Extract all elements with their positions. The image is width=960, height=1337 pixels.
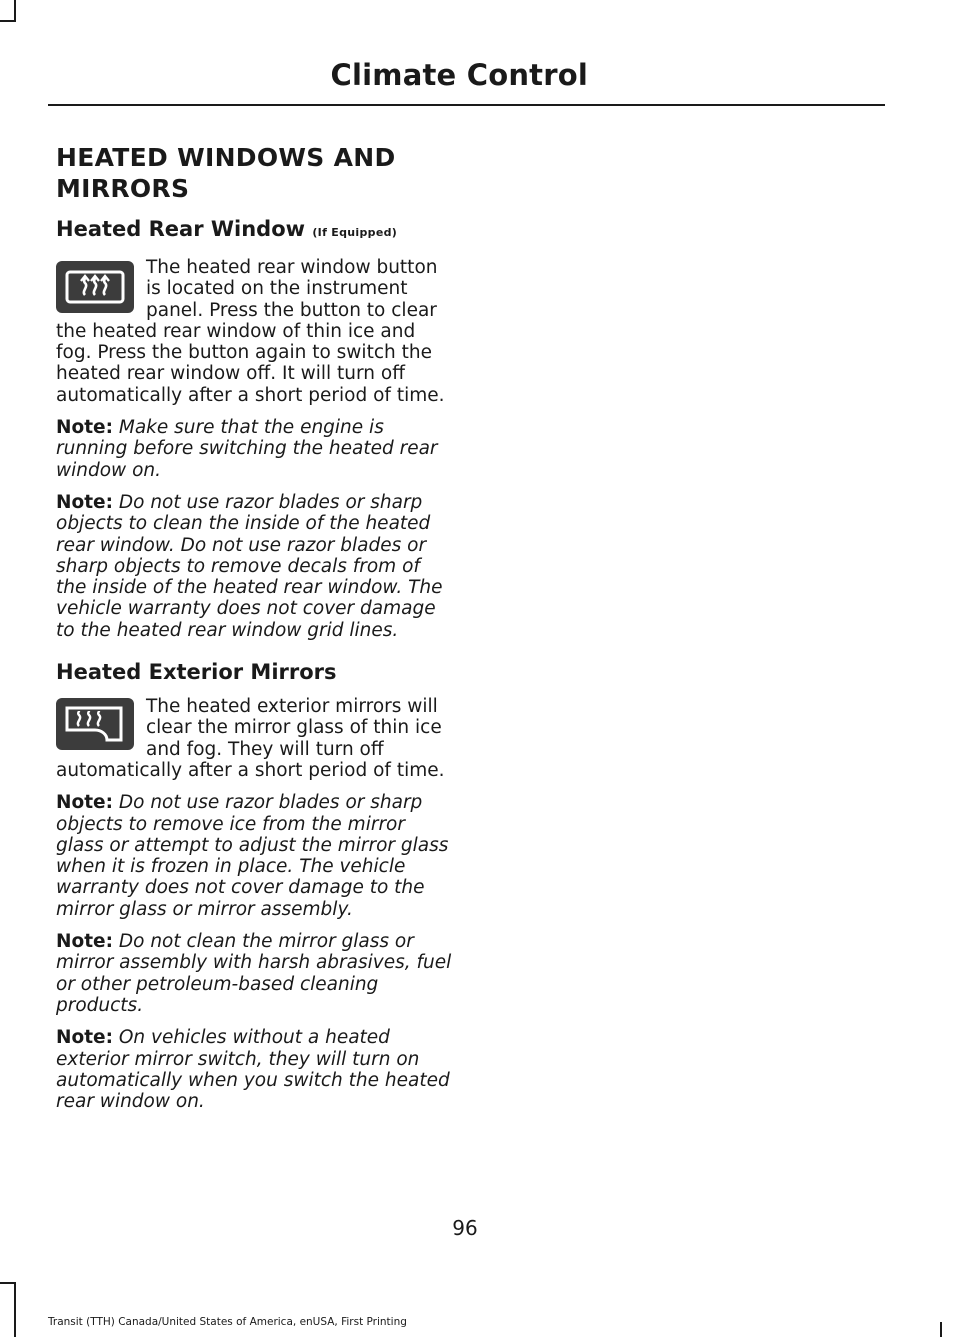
rear-window-note-1: Note: Make sure that the engine is running before switching the heated rear window on. — [56, 417, 438, 481]
rear-window-body: The heated rear window button is located on the instrument panel. Press the button to clear the heated rear window of thin ice and fog. Press the button again to switch the heated rear window off. It will turn off automatically after a short period of time. — [56, 257, 445, 406]
header-divider — [48, 104, 885, 106]
crop-mark — [0, 20, 16, 22]
crop-mark — [0, 1282, 16, 1284]
mirrors-note-3: Note: On vehicles without a heated exterior mirror switch, they will turn on automatically when you switch the heated rear window on. — [56, 1027, 450, 1113]
main-column — [56, 142, 452, 1123]
mirrors-note-1: Note: Do not use razor blades or sharp objects to remove ice from the mirror glass or attempt to adjust the mirror glass when it is frozen in place. The vehicle warranty does not cover damage to the mirror glass or mirror assembly. — [56, 792, 449, 920]
mirrors-heading: Heated Exterior Mirrors — [56, 660, 337, 685]
rear-window-heading: Heated Rear Window (If Equipped) — [56, 217, 398, 241]
section-title: HEATED WINDOWS AND MIRRORS — [56, 143, 396, 203]
mirrors-body: The heated exterior mirrors will clear the mirror glass of thin ice and fog. They will turn off automatically after a short period of time. — [56, 696, 445, 781]
publication-info: Transit (TTH) Canada/United States of America, enUSA, First Printing — [48, 1316, 407, 1328]
heated-mirror-icon — [56, 698, 134, 750]
crop-mark — [14, 1282, 16, 1337]
rear-defrost-icon — [56, 261, 134, 313]
crop-mark — [940, 1322, 942, 1337]
crop-mark — [14, 0, 16, 20]
if-equipped-label: (If Equipped) — [312, 226, 398, 239]
page-number: 96 — [452, 1216, 478, 1240]
chapter-title: Climate Control — [330, 58, 588, 92]
rear-window-note-2: Note: Do not use razor blades or sharp objects to clean the inside of the heated rear window. Do not use razor blades or sharp objects to remove decals from of the inside of the heated rear window. The vehicle warranty does not cover damage to the heated rear window grid lines. — [56, 491, 443, 641]
mirrors-note-2: Note: Do not clean the mirror glass or mirror assembly with harsh abrasives, fuel or other petroleum-based cleaning products. — [56, 931, 452, 1016]
